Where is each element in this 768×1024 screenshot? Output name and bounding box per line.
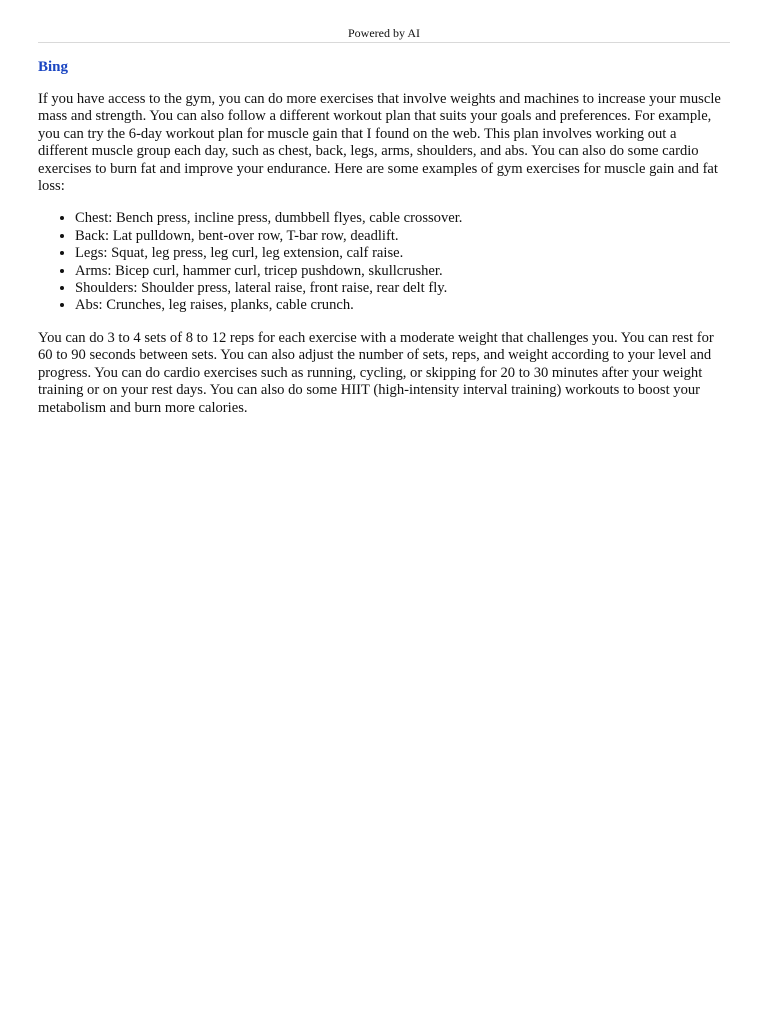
source-title[interactable]: Bing bbox=[38, 59, 69, 75]
list-item: • Abs: Crunches, leg raises, planks, cable crunch. bbox=[75, 297, 730, 314]
closing-paragraph: You can do 3 to 4 sets of 8 to 12 reps for each exercise with a moderate weight that challenges you. You can rest for 60 to 90 seconds between sets. You can also adjust the number of sets, reps, and weight according to your level and progress. You can do cardio exercises such as running, cycling, or skipping for 20 to 30 minutes after your weight training or on your rest days. You can also do some HIIT (high-intensity interval training) workouts to boost your metabolism and burn more calories. bbox=[38, 329, 714, 416]
exercise-list bbox=[38, 210, 730, 314]
intro-paragraph: If you have access to the gym, you can do more exercises that involve weights and machines to increase your muscle mass and strength. You can also follow a different workout plan that suits your goals and preferences. For example, you can try the 6-day workout plan for muscle gain that I found on the web. This plan involves working out a different muscle group each day, such as chest, back, legs, arms, shoulders, and abs. You can also do some cardio exercises to burn fat and improve your endurance. Here are some examples of gym exercises for muscle gain and fat loss: bbox=[38, 91, 721, 195]
list-item: • Back: Lat pulldown, bent-over row, T-bar row, deadlift. bbox=[75, 228, 730, 245]
list-item: • Legs: Squat, leg press, leg curl, leg extension, calf raise. bbox=[75, 245, 730, 262]
list-item: • Chest: Bench press, incline press, dumbbell flyes, cable crossover. bbox=[75, 210, 730, 227]
powered-by-header: Powered by AI bbox=[38, 0, 730, 43]
list-item: • Arms: Bicep curl, hammer curl, tricep pushdown, skullcrusher. bbox=[75, 263, 730, 280]
list-item: • Shoulders: Shoulder press, lateral raise, front raise, rear delt fly. bbox=[75, 280, 730, 297]
